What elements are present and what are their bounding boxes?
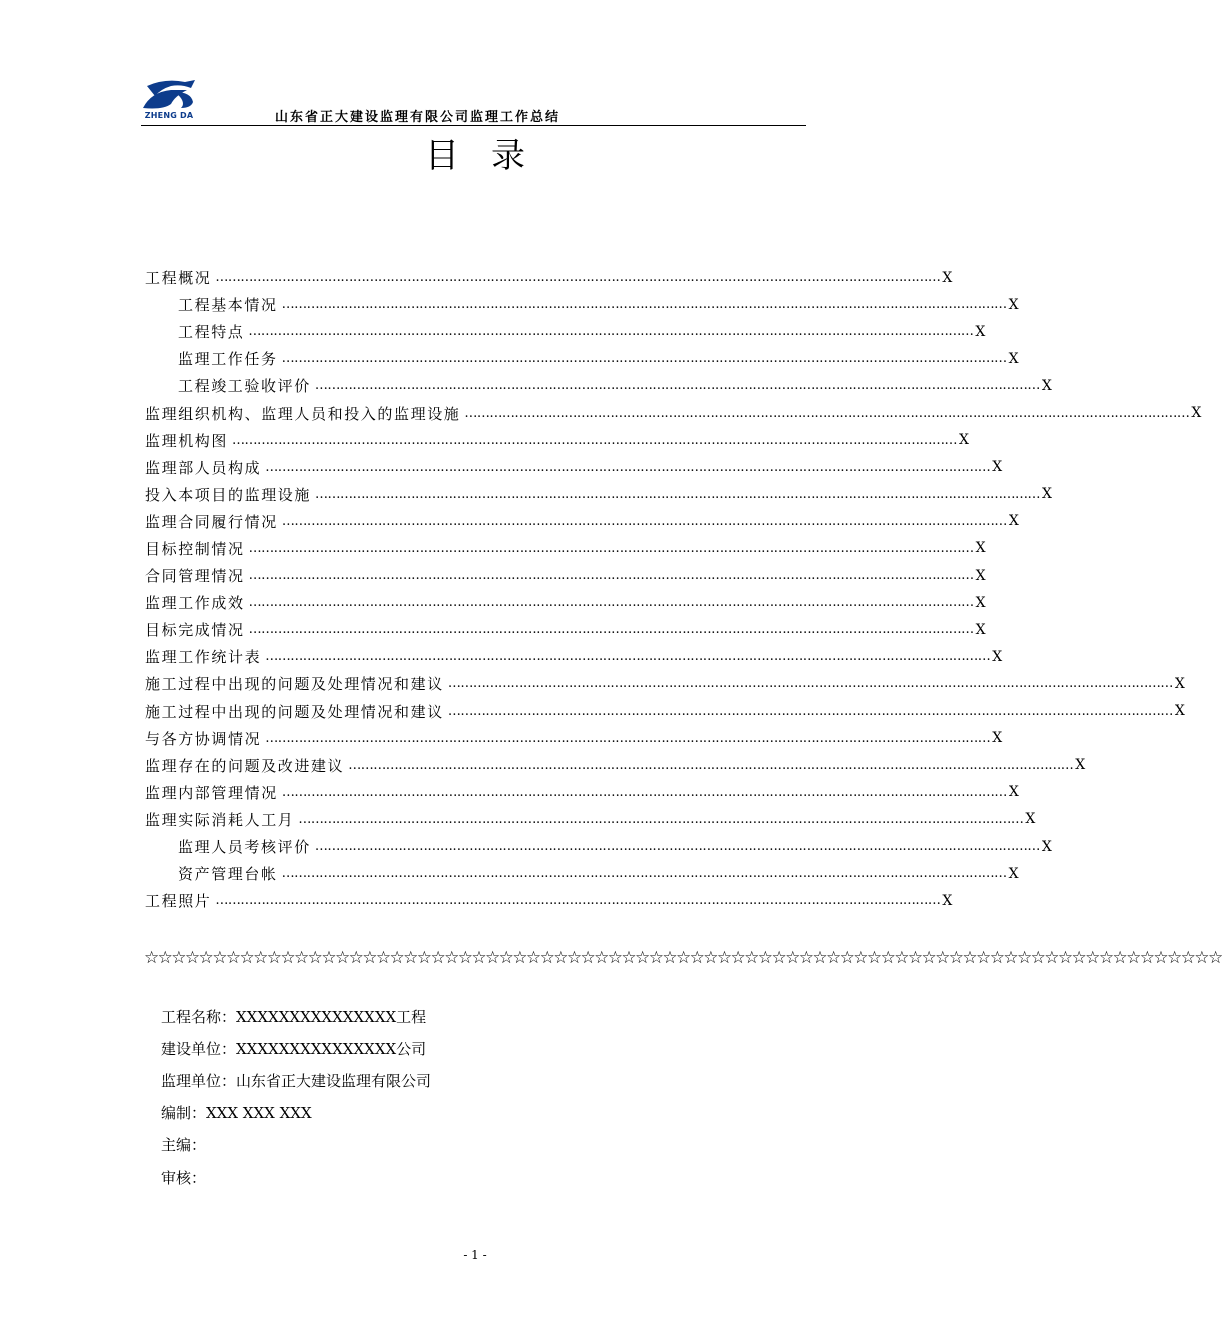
toc-entry-label: 工程竣工验收评价: [178, 377, 311, 396]
toc-leader-dots: …………………………………………………………………………………………………………………………………………………………: [248, 595, 974, 611]
toc-entry-page: X: [942, 892, 953, 909]
toc-leader-dots: …………………………………………………………………………………………………………………………………………………………: [298, 811, 1024, 827]
toc-entry-label: 监理人员考核评价: [178, 838, 311, 857]
toc-entry-label: 合同管理情况: [145, 567, 245, 586]
toc-leader-dots: …………………………………………………………………………………………………………………………………………………………: [265, 459, 991, 475]
toc-entry[interactable]: [145, 860, 1019, 887]
toc-entry-page: X: [992, 648, 1003, 665]
toc-entry-page: X: [1008, 784, 1019, 801]
toc-entry-label: 监理合同履行情况: [145, 512, 278, 531]
toc-entry-page: X: [1042, 486, 1052, 503]
toc-entry-label: 监理组织机构、监理人员和投入的监理设施: [145, 404, 461, 423]
toc-entry-page: X: [1025, 811, 1036, 828]
header-rule: [141, 125, 806, 126]
toc-entry-page: X: [1174, 675, 1185, 692]
toc-entry-label: 监理存在的问题及改进建议: [145, 756, 345, 775]
toc-entry[interactable]: [145, 698, 1185, 725]
toc-entry-label: 监理工作统计表: [145, 648, 262, 667]
toc-entry-label: 工程基本情况: [178, 296, 278, 315]
toc-entry[interactable]: [145, 643, 1003, 670]
toc-leader-dots: …………………………………………………………………………………………………………………………………………………………: [315, 486, 1041, 502]
toc-entry[interactable]: [145, 725, 1003, 752]
toc-leader-dots: …………………………………………………………………………………………………………………………………………………………: [215, 270, 941, 286]
toc-entry[interactable]: [145, 752, 1086, 779]
toc-entry[interactable]: [145, 670, 1185, 697]
toc-entry-page: X: [1075, 757, 1086, 774]
table-of-contents: [145, 264, 1202, 914]
reviewer: 审核：: [161, 1168, 207, 1187]
toc-entry-page: X: [975, 621, 986, 638]
toc-entry-label: 目标控制情况: [145, 539, 245, 558]
toc-entry-label: 监理工作成效: [145, 594, 245, 613]
toc-leader-dots: …………………………………………………………………………………………………………………………………………………………: [314, 839, 1040, 855]
toc-entry-label: 监理工作任务: [178, 350, 278, 369]
toc-entry-label: 工程概况: [145, 269, 212, 288]
project-info: [161, 1000, 431, 1193]
toc-entry[interactable]: [145, 481, 1052, 508]
toc-leader-dots: …………………………………………………………………………………………………………………………………………………………: [281, 866, 1007, 882]
page-title: 目录: [425, 136, 557, 176]
toc-entry-label: 施工过程中出现的问题及处理情况和建议: [145, 675, 444, 694]
toc-leader-dots: …………………………………………………………………………………………………………………………………………………………: [447, 703, 1173, 719]
toc-leader-dots: …………………………………………………………………………………………………………………………………………………………: [265, 730, 991, 746]
toc-entry[interactable]: [145, 291, 1019, 318]
toc-entry-page: X: [992, 730, 1003, 747]
toc-entry[interactable]: [145, 372, 1052, 399]
toc-entry[interactable]: [145, 264, 953, 291]
toc-entry-page: X: [975, 567, 986, 584]
toc-entry-label: 监理实际消耗人工月: [145, 810, 295, 829]
toc-leader-dots: …………………………………………………………………………………………………………………………………………………………: [314, 378, 1040, 394]
chief-editor: 主编：: [161, 1136, 207, 1155]
toc-entry-page: X: [975, 323, 986, 340]
toc-leader-dots: …………………………………………………………………………………………………………………………………………………………: [464, 405, 1190, 421]
toc-entry[interactable]: [145, 887, 953, 914]
toc-leader-dots: …………………………………………………………………………………………………………………………………………………………: [281, 784, 1007, 800]
toc-entry[interactable]: [145, 345, 1019, 372]
toc-entry-page: X: [1041, 838, 1052, 855]
compiler: 编制：XXX XXX XXX: [161, 1104, 312, 1123]
toc-entry[interactable]: [145, 399, 1202, 426]
toc-entry-page: X: [1174, 703, 1185, 720]
toc-leader-dots: …………………………………………………………………………………………………………………………………………………………: [248, 622, 974, 638]
toc-entry[interactable]: [145, 535, 986, 562]
star-separator: ☆☆☆☆☆☆☆☆☆☆☆☆☆☆☆☆☆☆☆☆☆☆☆☆☆☆☆☆☆☆☆☆☆☆☆☆☆☆☆☆☆☆☆☆☆☆☆☆☆☆☆☆☆☆☆☆☆☆☆☆☆☆☆☆☆☆☆☆☆☆☆☆☆☆☆☆☆☆☆: [144, 948, 1222, 968]
toc-entry-page: X: [942, 269, 953, 286]
toc-leader-dots: …………………………………………………………………………………………………………………………………………………………: [281, 351, 1007, 367]
toc-entry[interactable]: [145, 508, 1019, 535]
toc-entry-page: X: [1008, 513, 1019, 530]
toc-entry-label: 目标完成情况: [145, 621, 245, 640]
toc-entry[interactable]: [145, 454, 1003, 481]
toc-entry[interactable]: [145, 833, 1052, 860]
toc-entry-page: X: [1008, 350, 1019, 367]
logo-wordmark: ZHENG DA: [144, 111, 194, 120]
toc-entry-label: 工程特点: [178, 323, 245, 342]
toc-entry-label: 监理内部管理情况: [145, 783, 278, 802]
toc-leader-dots: …………………………………………………………………………………………………………………………………………………………: [215, 893, 941, 909]
toc-leader-dots: …………………………………………………………………………………………………………………………………………………………: [248, 568, 974, 584]
toc-entry-label: 工程照片: [145, 892, 212, 911]
supervisor-unit: 监理单位：山东省正大建设监理有限公司: [161, 1071, 432, 1090]
toc-leader-dots: …………………………………………………………………………………………………………………………………………………………: [281, 297, 1007, 313]
toc-leader-dots: …………………………………………………………………………………………………………………………………………………………: [248, 324, 974, 340]
toc-entry-label: 投入本项目的监理设施: [145, 485, 312, 504]
toc-entry[interactable]: [145, 616, 986, 643]
toc-leader-dots: …………………………………………………………………………………………………………………………………………………………: [232, 432, 958, 448]
toc-leader-dots: …………………………………………………………………………………………………………………………………………………………: [265, 649, 991, 665]
toc-entry-page: X: [975, 540, 986, 557]
toc-entry[interactable]: [145, 318, 986, 345]
owner-unit: 建设单位：XXXXXXXXXXXXXXX公司: [161, 1039, 427, 1058]
header-company-title: 山东省正大建设监理有限公司监理工作总结: [275, 110, 561, 125]
toc-leader-dots: …………………………………………………………………………………………………………………………………………………………: [248, 540, 974, 556]
toc-entry[interactable]: [145, 562, 986, 589]
toc-entry[interactable]: [145, 779, 1019, 806]
page-number: - 1 -: [463, 1248, 487, 1262]
toc-entry-label: 监理机构图: [145, 431, 229, 450]
toc-entry-page: X: [1041, 377, 1052, 394]
toc-entry[interactable]: [145, 589, 986, 616]
toc-leader-dots: …………………………………………………………………………………………………………………………………………………………: [348, 757, 1074, 773]
toc-entry-page: X: [1008, 865, 1019, 882]
toc-entry-page: X: [1008, 296, 1019, 313]
toc-entry-page: X: [975, 594, 986, 611]
toc-leader-dots: …………………………………………………………………………………………………………………………………………………………: [281, 513, 1007, 529]
toc-entry[interactable]: [145, 427, 969, 454]
toc-entry[interactable]: [145, 806, 1036, 833]
toc-entry-page: X: [992, 459, 1003, 476]
toc-entry-page: X: [959, 432, 969, 449]
toc-entry-page: X: [1191, 405, 1202, 422]
toc-leader-dots: …………………………………………………………………………………………………………………………………………………………: [447, 676, 1173, 692]
toc-entry-label: 与各方协调情况: [145, 729, 262, 748]
project-name: 工程名称：XXXXXXXXXXXXXXX工程: [161, 1007, 427, 1026]
toc-entry-label: 资产管理台帐: [178, 865, 278, 884]
toc-entry-label: 监理部人员构成: [145, 458, 262, 477]
toc-entry-label: 施工过程中出现的问题及处理情况和建议: [145, 702, 444, 721]
